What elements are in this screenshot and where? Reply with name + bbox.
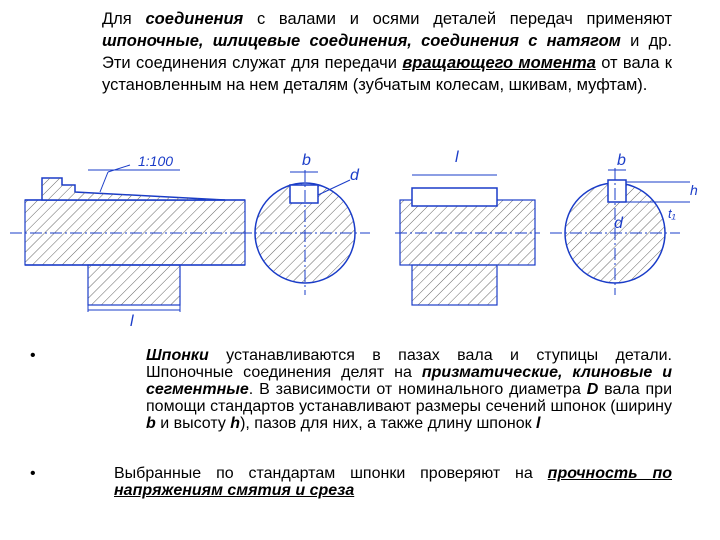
bullet-marker-1: • [30, 347, 36, 364]
t1-label: t₁ [668, 206, 676, 221]
diameter-label: d [614, 215, 623, 232]
taper-label: 1:100 [138, 153, 174, 169]
intro-emph-types: шпоночные, шлицевые соединения, соединения с натягом [102, 32, 621, 50]
tapered-key-view [10, 153, 250, 330]
bullet-keys [30, 347, 673, 432]
intro-text-1: Для [102, 10, 146, 28]
width-label-1: b [302, 152, 311, 169]
bullet-marker-2: • [30, 465, 36, 482]
intro-text-4: от вала к установленным на нем деталям (зубчатым колесам, шкивам, муфтам). [102, 54, 672, 94]
width-label-2: b [617, 152, 626, 169]
intro-emph-torque: вращающего момента [402, 54, 596, 72]
bullet1-emph-b: b [146, 415, 156, 432]
prismatic-key-view [395, 149, 540, 305]
bullet-strength [30, 465, 673, 499]
bullet1-emph-D: D [586, 381, 599, 398]
bullet1-text-5: ), пазов для них, а также длину шпонок [240, 415, 537, 432]
cross-section-2 [550, 152, 698, 295]
bullet1-emph-h: h [230, 415, 241, 432]
bullet1-text-1: устанавливаются в пазах вала и ступицы детали. Шпоночные соединения делят на [146, 347, 672, 381]
bullet1-emph-types: призматические, клиновые и сегментные [146, 364, 673, 398]
intro-paragraph [44, 8, 672, 96]
bullet1-emph-keys: Шпонки [146, 347, 209, 364]
bullet1-emph-l: l [536, 415, 541, 432]
length-label-2: l [455, 149, 459, 166]
length-label-1: l [130, 313, 134, 330]
key-joint-drawing [0, 140, 720, 330]
intro-emph-connection: соединения [145, 10, 244, 28]
bullet1-text-4: и высоту [155, 415, 231, 432]
bullet1-text-2: . В зависимости от номинального диаметра [248, 381, 587, 398]
intro-text-2: с валами и осями деталей передач применяют [243, 10, 673, 28]
bullet2-emph-strength: прочность по напряжениям смятия и среза [114, 465, 673, 499]
depth-label: d [350, 167, 359, 184]
bullet1-text-3: вала при помощи стандартов устанавливают размеры сечений шпонок (ширину [146, 381, 672, 415]
height-label: h [690, 182, 698, 198]
bullet2-text-1: Выбранные по стандартам шпонки проверяют на [114, 465, 548, 482]
cross-section-1 [240, 152, 370, 295]
intro-text-3: и др. Эти соединения служат для передачи [102, 32, 673, 72]
